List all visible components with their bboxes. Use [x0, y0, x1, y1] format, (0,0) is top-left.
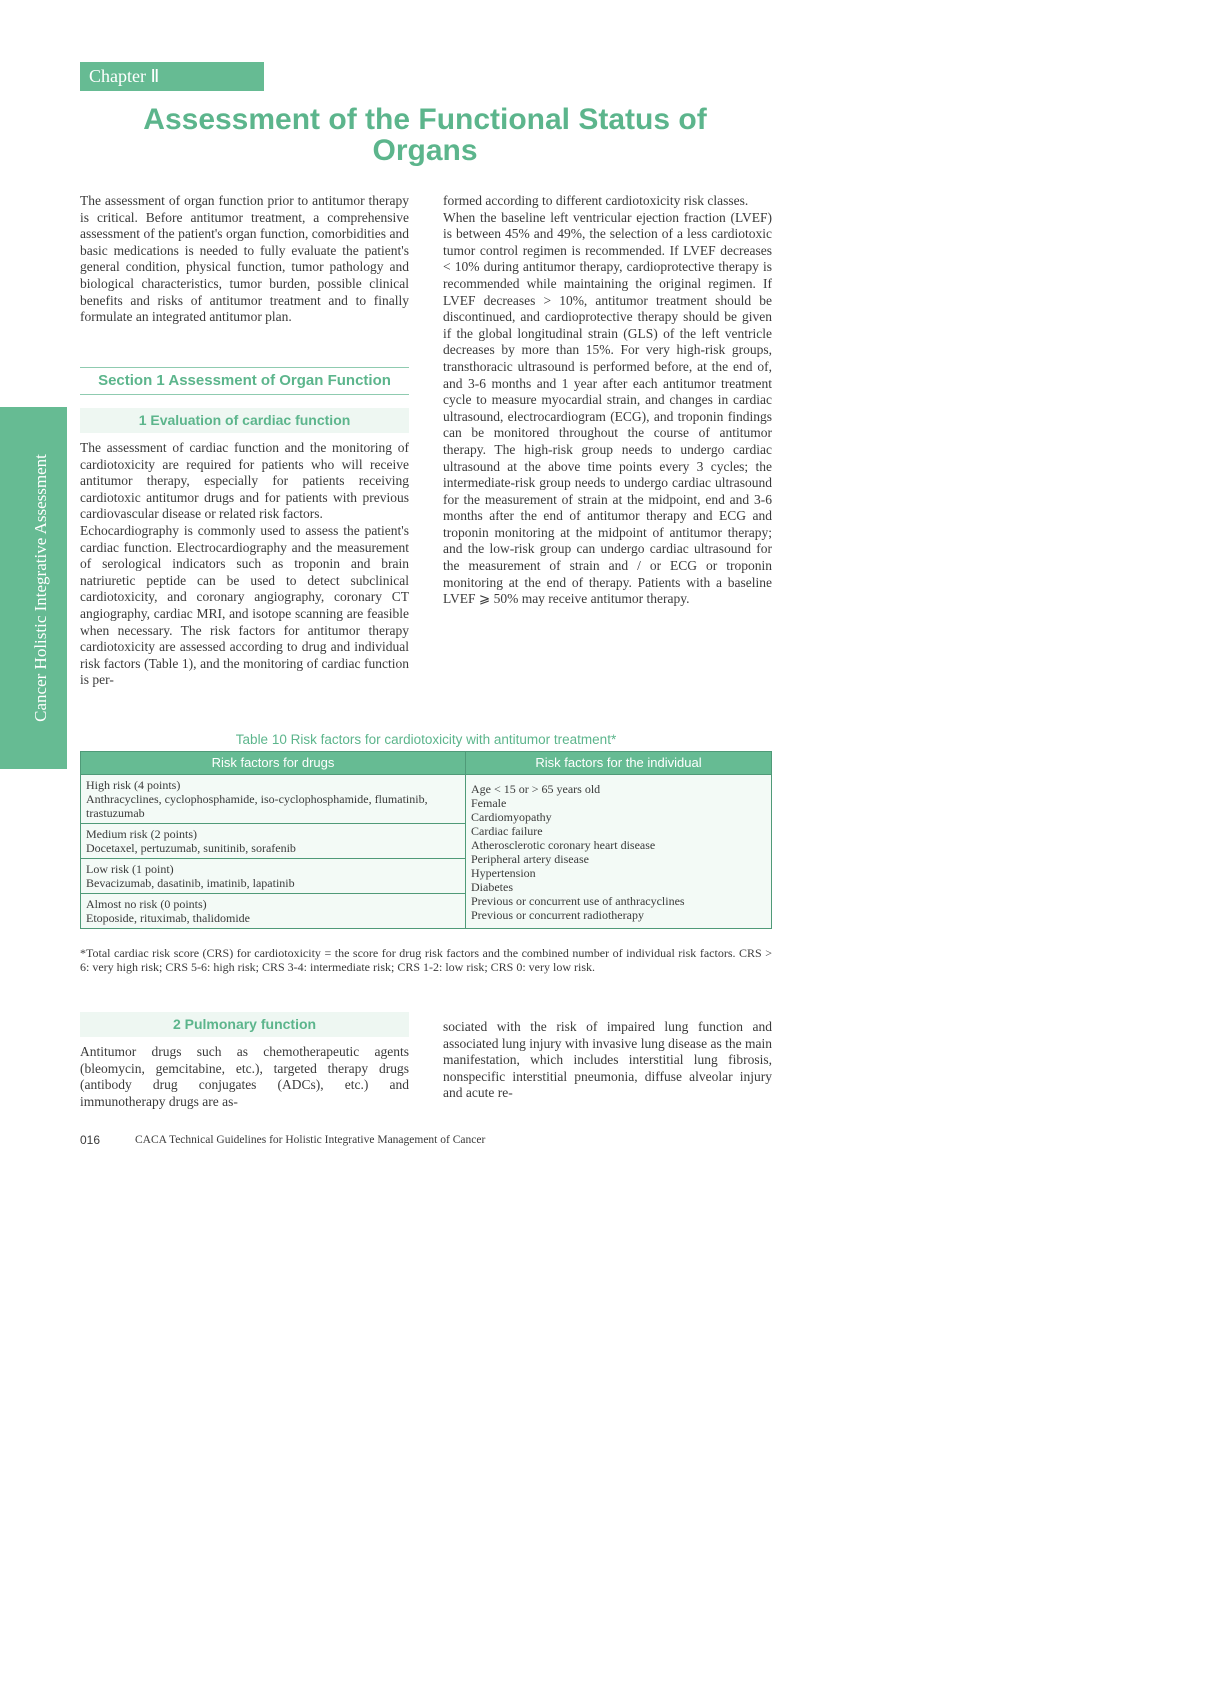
individual-factor: Female — [471, 795, 507, 810]
individual-factor: Atherosclerotic coronary heart disease — [471, 837, 656, 852]
risk-level: Medium risk (2 points) — [86, 827, 197, 841]
pulmonary-paragraph-left: Antitumor drugs such as chemotherapeutic agents (bleomycin, gemcitabine, etc.), targeted therapy drugs (antibody drug conjugates (ADCs), etc.) and immunotherapy drugs are as- — [80, 1044, 409, 1109]
cardiac-paragraph-2: Echocardiography is commonly used to assess the patient's cardiac function. Electrocardiography and the measurement of serological indicators such as troponin and brain natriuretic peptide can be used to detect subclinical cardiotoxicity, and coronary angiography, coronary CT angiography, cardiac MRI, and isotope scanning are feasible when necessary. The risk factors for antitumor therapy cardiotoxicity are assessed according to drug and individual risk factors (Table 1), and the monitoring of cardiac function is per- — [80, 522, 409, 688]
table-row — [81, 775, 772, 824]
right-column — [443, 193, 772, 608]
risk-factors-table — [80, 751, 772, 929]
individual-factor: Hypertension — [471, 865, 536, 880]
individual-factor: Previous or concurrent use of anthracyclines — [471, 893, 685, 908]
header-individual-factors: Risk factors for the individual — [466, 752, 772, 775]
individual-risk-cell — [466, 775, 772, 929]
individual-factor: Cardiac failure — [471, 823, 543, 838]
title-line-1: Assessment of the Functional Status of — [143, 103, 707, 136]
individual-factor: Diabetes — [471, 879, 513, 894]
subsection-cardiac-heading: 1 Evaluation of cardiac function — [80, 408, 409, 433]
drug-risk-cell — [81, 775, 466, 824]
risk-drugs: Docetaxel, pertuzumab, sunitinib, sorafenib — [86, 841, 296, 855]
intro-paragraph: The assessment of organ function prior to antitumor therapy is critical. Before antitumor treatment, a comprehensive assessment of the patient's organ function, comorbidities and basic medications is needed to fully evaluate the patient's general condition, physical function, tumor pathology and biological characteristics, tumor burden, possible clinical benefits and risks of antitumor treatment and to finally formulate an integrated antitumor plan. — [80, 193, 409, 325]
pulmonary-column-right — [443, 1019, 772, 1102]
table-caption: Table 10 Risk factors for cardiotoxicity with antitumor treatment* — [235, 732, 617, 747]
risk-level: Low risk (1 point) — [86, 862, 174, 876]
drug-risk-cell — [81, 824, 466, 859]
risk-drugs: Bevacizumab, dasatinib, imatinib, lapatinib — [86, 876, 295, 890]
risk-drugs: Anthracyclines, cyclophosphamide, iso-cyclophosphamide, flumatinib, trastuzumab — [86, 792, 428, 820]
table-footnote: *Total cardiac risk score (CRS) for cardiotoxicity = the score for drug risk factors and the combined number of individual risk factors. CRS > 6: very high risk; CRS 5-6: high risk; CRS 3-4: intermediate risk; CRS 1-2: low risk; CRS 0: very low risk. — [80, 946, 772, 974]
table-header-row — [81, 752, 772, 775]
subsection-pulmonary-heading: 2 Pulmonary function — [80, 1012, 409, 1037]
page-title — [80, 104, 770, 166]
cardiac-column-left — [80, 440, 409, 689]
section-heading: Section 1 Assessment of Organ Function — [80, 367, 409, 395]
right-paragraph-1: formed according to different cardiotoxicity risk classes. — [443, 193, 749, 208]
individual-factor: Peripheral artery disease — [471, 851, 589, 866]
chapter-label: Chapter Ⅱ — [80, 62, 264, 91]
side-tab-label: Cancer Holistic Integrative Assessment — [31, 454, 50, 722]
individual-factor: Previous or concurrent radiotherapy — [471, 907, 644, 922]
right-paragraph-2: When the baseline left ventricular ejection fraction (LVEF) is between 45% and 49%, the selection of a less cardiotoxic tumor control regimen is recommended. If LVEF decreases < 10% during antitumor therapy, cardioprotective therapy is recommended while maintaining the original regimen. If LVEF decreases > 10%, antitumor treatment should be discontinued, and cardioprotective therapy should be given if the global longitudinal strain (GLS) of the left ventricle decreases by more than 15%. For very high-risk groups, transthoracic ultrasound is performed before, at the end of, and 3-6 months and 1 year after each antitumor treatment cycle to measure myocardial strain, and changes in cardiac ultrasound, electrocardiogram (ECG), and troponin findings can be monitored throughout the course of antitumor therapy. The high-risk group needs to undergo cardiac ultrasound at the above time points every 3 cycles; the intermediate-risk group needs to undergo cardiac ultrasound for the measurement of strain at the midpoint, end and 3-6 months after the end of antitumor therapy and ECG and troponin monitoring at the midpoint of antitumor therapy; and the low-risk group can undergo cardiac ultrasound for the measurement of strain and / or ECG or troponin monitoring at the end of therapy. Patients with a baseline LVEF ⩾ 50% may receive antitumor therapy. — [443, 209, 772, 607]
cardiac-paragraph-1: The assessment of cardiac function and the monitoring of cardiotoxicity are required for patients who will receive antitumor therapy, especially for patients receiving cardiotoxic antitumor drugs and for patients with previous cardiovascular disease or related risk factors. — [80, 440, 409, 522]
drug-risk-cell — [81, 894, 466, 929]
intro-column — [80, 193, 409, 326]
pulmonary-paragraph-right: sociated with the risk of impaired lung function and associated lung injury with invasive lung disease as the main manifestation, which includes interstitial lung fibrosis, nonspecific interstitial pneumonia, diffuse alveolar injury and acute re- — [443, 1019, 772, 1101]
individual-factor: Age < 15 or > 65 years old — [471, 781, 601, 796]
individual-factor: Cardiomyopathy — [471, 809, 552, 824]
risk-level: High risk (4 points) — [86, 778, 181, 792]
pulmonary-column-left — [80, 1044, 409, 1110]
drug-risk-cell — [81, 859, 466, 894]
header-drug-factors: Risk factors for drugs — [81, 752, 466, 775]
risk-drugs: Etoposide, rituximab, thalidomide — [86, 911, 250, 925]
risk-level: Almost no risk (0 points) — [86, 897, 207, 911]
title-line-2: Organs — [372, 134, 478, 167]
footer-book-title: CACA Technical Guidelines for Holistic Integrative Management of Cancer — [135, 1134, 486, 1146]
page-number: 016 — [80, 1133, 101, 1147]
